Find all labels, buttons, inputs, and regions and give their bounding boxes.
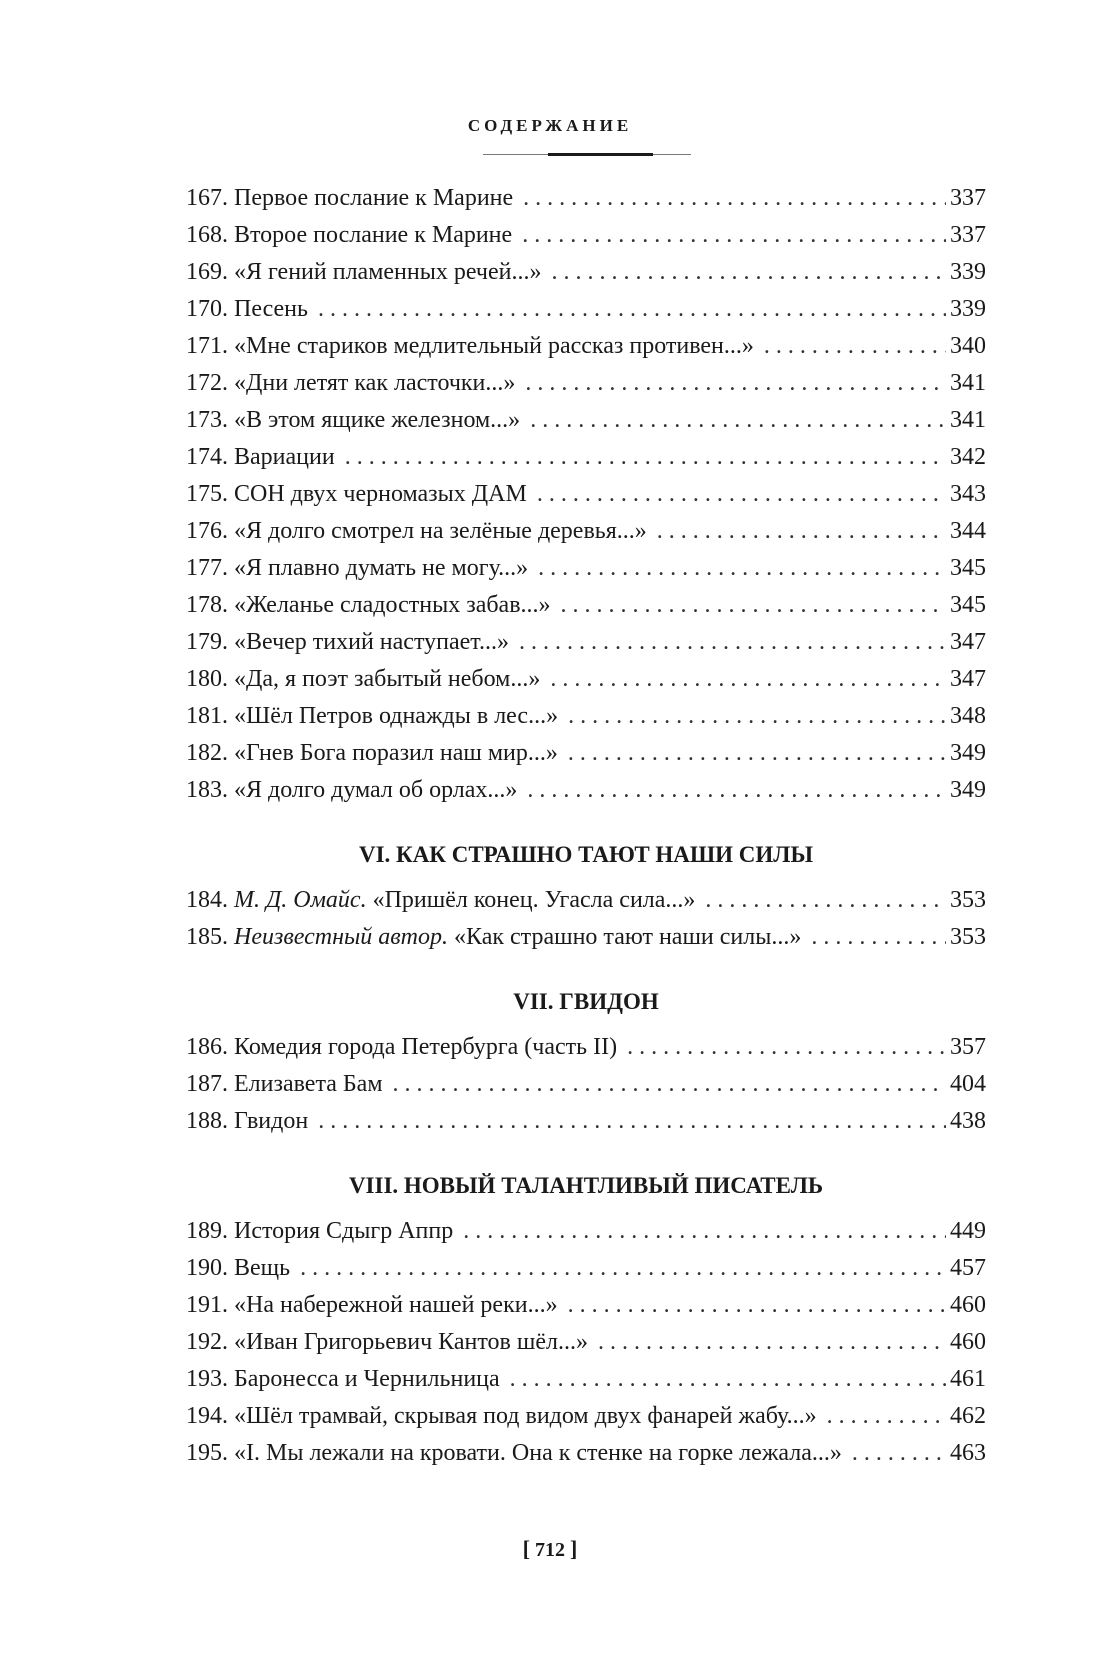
toc-entry-number: 187. [186, 1071, 228, 1097]
toc-entry-number: 170. [186, 296, 228, 322]
toc-dot-leader [527, 777, 946, 804]
toc-entry-page: 353 [950, 887, 986, 913]
toc-entry[interactable] [186, 629, 986, 666]
toc-entry-number: 188. [186, 1108, 228, 1134]
toc-entry-page: 341 [950, 407, 986, 433]
toc-entry-title-group [234, 333, 754, 360]
toc-entry-page: 460 [950, 1329, 986, 1355]
toc-entry[interactable] [186, 259, 986, 296]
toc-entry-page: 457 [950, 1255, 986, 1281]
toc-entry-title: СОН двух черномазых ДАМ [234, 481, 527, 507]
toc-entry-title-group [234, 1071, 383, 1098]
toc-entry-title: «Я долго думал об орлах...» [234, 777, 518, 803]
toc-entry[interactable] [186, 1292, 986, 1329]
toc-entry-title: «Желанье сладостных забав...» [234, 592, 551, 618]
toc-entry[interactable] [186, 1071, 986, 1108]
page-number-bracket-right: ] [570, 1536, 578, 1561]
toc-dot-leader [811, 924, 946, 951]
toc-entry[interactable] [186, 296, 986, 333]
toc-entry-page: 404 [950, 1071, 986, 1097]
toc-entry-title-group [234, 1034, 617, 1061]
toc-entry-title: «I. Мы лежали на кровати. Она к стенке на горке лежала...» [234, 1440, 842, 1466]
toc-entry-number: 183. [186, 777, 228, 803]
toc-entry-number: 178. [186, 592, 228, 618]
toc-entry[interactable] [186, 333, 986, 370]
toc-entry-title-group [234, 592, 551, 619]
toc-entry-title: Вещь [234, 1255, 291, 1281]
toc-entry-page: 341 [950, 370, 986, 396]
toc-entry-number: 194. [186, 1403, 228, 1429]
toc-entry-page: 344 [950, 518, 986, 544]
toc-entry-number: 171. [186, 333, 228, 359]
running-head-rule-accent [548, 153, 653, 156]
toc-entry[interactable] [186, 1366, 986, 1403]
toc-entry-page: 337 [950, 185, 986, 211]
toc-dot-leader [522, 222, 946, 249]
toc-entry-number: 168. [186, 222, 228, 248]
toc-entry-number: 193. [186, 1366, 228, 1392]
toc-entry-title-group [234, 629, 509, 656]
toc-entry[interactable] [186, 1034, 986, 1071]
toc-entry-title: «Мне стариков медлительный рассказ противен...» [234, 333, 754, 359]
toc-entry-title: «Иван Григорьевич Кантов шёл...» [234, 1329, 588, 1355]
toc-entry-title-group [234, 518, 647, 545]
running-head: СОДЕРЖАНИЕ [467, 116, 633, 135]
toc-entry-number: 169. [186, 259, 228, 285]
toc-entry-number: 191. [186, 1292, 228, 1318]
toc-entry-title-group [234, 1108, 308, 1135]
toc-entry-title: «Вечер тихий наступает...» [234, 629, 509, 655]
toc-entry[interactable] [186, 777, 986, 814]
toc-entry-title-group [234, 1292, 558, 1319]
toc-entry-title: «Как страшно тают наши силы...» [454, 924, 802, 950]
toc-entry-page: 438 [950, 1108, 986, 1134]
toc-entry-title: «Я долго смотрел на зелёные деревья...» [234, 518, 647, 544]
toc-entry-author: Неизвестный автор. [234, 924, 448, 950]
toc-entry-number: 192. [186, 1329, 228, 1355]
toc-entry-title: Второе послание к Марине [234, 222, 513, 248]
toc-entry-page: 337 [950, 222, 986, 248]
toc-entry-page: 357 [950, 1034, 986, 1060]
toc-entry[interactable] [186, 1440, 986, 1477]
toc-dot-leader [318, 1108, 946, 1135]
toc-entry-page: 461 [950, 1366, 986, 1392]
toc-entry-title-group [234, 924, 801, 951]
toc-entry-number: 185. [186, 924, 228, 950]
toc-dot-leader [538, 555, 946, 582]
toc-entry-page: 353 [950, 924, 986, 950]
toc-entry-title-group [234, 740, 558, 767]
toc-entry-title-group [234, 1440, 842, 1467]
toc-entry-page: 345 [950, 555, 986, 581]
toc-dot-leader [463, 1218, 946, 1245]
toc-dot-leader [519, 629, 946, 656]
toc-entry-title-group [234, 259, 541, 286]
toc-entry-author: М. Д. Омайс. [234, 887, 367, 913]
toc-entry-title-group [234, 887, 695, 914]
toc-entry-title-group [234, 1403, 817, 1430]
toc-dot-leader [510, 1366, 946, 1393]
toc-entry-title-group [234, 407, 520, 434]
toc-entry-number: 195. [186, 1440, 228, 1466]
toc-entry-title: Комедия города Петербурга (часть II) [234, 1034, 618, 1060]
toc-dot-leader [598, 1329, 946, 1356]
toc-dot-leader [318, 296, 946, 323]
toc-entry-page: 349 [950, 777, 986, 803]
toc-entry-title-group [234, 1218, 453, 1245]
toc-entry[interactable] [186, 481, 986, 518]
toc-dot-leader [568, 1292, 946, 1319]
toc-entry-number: 179. [186, 629, 228, 655]
toc-entry[interactable] [186, 592, 986, 629]
toc-entry-number: 190. [186, 1255, 228, 1281]
toc-entry-title: «Да, я поэт забытый небом...» [234, 666, 541, 692]
toc-entry-number: 184. [186, 887, 228, 913]
toc-dot-leader [300, 1255, 946, 1282]
toc-entry-number: 174. [186, 444, 228, 470]
toc-dot-leader [523, 185, 946, 212]
toc-entry-number: 182. [186, 740, 228, 766]
toc-entry[interactable] [186, 1255, 986, 1292]
toc-entry[interactable] [186, 924, 986, 961]
toc-entry-title: «Шёл Петров однажды в лес...» [234, 703, 559, 729]
toc-dot-leader [627, 1034, 946, 1061]
toc-entry[interactable] [186, 222, 986, 259]
toc-entry-title-group [234, 1329, 588, 1356]
section-heading: VI. КАК СТРАШНО ТАЮТ НАШИ СИЛЫ [358, 842, 814, 867]
toc-entry-title-group [234, 1366, 500, 1393]
toc-entry-page: 349 [950, 740, 986, 766]
toc-entry-title-group [234, 370, 515, 397]
toc-entry-number: 176. [186, 518, 228, 544]
toc-entry-title: История Сдыгр Аппр [234, 1218, 454, 1244]
toc-entry-title-group [234, 666, 540, 693]
toc-entry-page: 342 [950, 444, 986, 470]
toc-entry[interactable] [186, 887, 986, 924]
toc-entry-number: 189. [186, 1218, 228, 1244]
toc-entry-title: Вариации [234, 444, 335, 470]
toc-entry-page: 348 [950, 703, 986, 729]
toc-entry[interactable] [186, 1218, 986, 1255]
toc-dot-leader [657, 518, 946, 545]
toc-entry[interactable] [186, 740, 986, 777]
toc-entry-number: 177. [186, 555, 228, 581]
toc-entry-page: 340 [950, 333, 986, 359]
toc-entry-number: 186. [186, 1034, 228, 1060]
toc-entry-title-group [234, 555, 528, 582]
page-number [0, 1536, 1100, 1562]
toc-entry-title: «На набережной нашей реки...» [234, 1292, 558, 1318]
toc-entry-page: 462 [950, 1403, 986, 1429]
toc-dot-leader [568, 740, 946, 767]
toc-entry-title: Песень [234, 296, 308, 322]
toc-entry-title-group [234, 1255, 290, 1282]
section-heading: VIII. НОВЫЙ ТАЛАНТЛИВЫЙ ПИСАТЕЛЬ [348, 1173, 824, 1198]
toc-entry-title: «Я гений пламенных речей...» [234, 259, 542, 285]
toc-entry-title: «Шёл трамвай, скрывая под видом двух фанарей жабу...» [234, 1403, 817, 1429]
toc-dot-leader [764, 333, 946, 360]
toc-entry-title: Баронесса и Чернильница [234, 1366, 500, 1392]
toc-entry[interactable] [186, 370, 986, 407]
toc-entry-page: 347 [950, 629, 986, 655]
toc-dot-leader [345, 444, 946, 471]
toc-entry-number: 173. [186, 407, 228, 433]
toc-entry-title-group [234, 444, 335, 471]
toc-entry-title: «Я плавно думать не могу...» [234, 555, 529, 581]
toc-entry-title: Гвидон [234, 1108, 309, 1134]
page-number-bracket-left: [ [522, 1536, 530, 1561]
toc-entry-title: «В этом ящике железном...» [234, 407, 521, 433]
toc-entry-title-group [234, 481, 527, 508]
toc-entry[interactable] [186, 666, 986, 703]
toc-entry-page: 339 [950, 296, 986, 322]
toc-entry[interactable] [186, 518, 986, 555]
toc-entry[interactable] [186, 1108, 986, 1145]
toc-entry-title: «Гнев Бога поразил наш мир...» [234, 740, 558, 766]
toc-dot-leader [827, 1403, 946, 1430]
toc-entry[interactable] [186, 703, 986, 740]
toc-entry-title-group [234, 222, 512, 249]
toc-entry-number: 181. [186, 703, 228, 729]
toc-entry-title: Елизавета Бам [234, 1071, 383, 1097]
toc-entry-title: «Пришёл конец. Угасла сила...» [372, 887, 696, 913]
toc-entry-page: 449 [950, 1218, 986, 1244]
toc-dot-leader [852, 1440, 946, 1467]
toc-dot-leader [551, 259, 946, 286]
toc-dot-leader [393, 1071, 946, 1098]
toc-dot-leader [705, 887, 946, 914]
toc-entry-title-group [234, 703, 558, 730]
toc-entry[interactable] [186, 555, 986, 592]
toc-dot-leader [550, 666, 946, 693]
toc-entry-title-group [234, 185, 513, 212]
toc-entry-page: 339 [950, 259, 986, 285]
page-number-value: 712 [535, 1539, 565, 1561]
table-of-contents [186, 185, 986, 1477]
toc-entry-number: 180. [186, 666, 228, 692]
toc-entry-page: 460 [950, 1292, 986, 1318]
toc-dot-leader [568, 703, 946, 730]
section-heading: VII. ГВИДОН [513, 989, 659, 1014]
toc-entry-title: Первое послание к Марине [234, 185, 514, 211]
toc-entry-title: «Дни летят как ласточки...» [234, 370, 516, 396]
toc-dot-leader [525, 370, 946, 397]
toc-entry-page: 343 [950, 481, 986, 507]
toc-entry-title-group [234, 777, 517, 804]
toc-entry-page: 463 [950, 1440, 986, 1466]
toc-entry-page: 345 [950, 592, 986, 618]
toc-entry-title-group [234, 296, 308, 323]
toc-entry-number: 175. [186, 481, 228, 507]
toc-entry[interactable] [186, 1403, 986, 1440]
toc-entry[interactable] [186, 1329, 986, 1366]
toc-entry[interactable] [186, 444, 986, 481]
toc-entry-page: 347 [950, 666, 986, 692]
toc-dot-leader [561, 592, 946, 619]
toc-dot-leader [537, 481, 946, 508]
toc-entry[interactable] [186, 185, 986, 222]
toc-entry[interactable] [186, 407, 986, 444]
toc-entry-number: 167. [186, 185, 228, 211]
toc-entry-number: 172. [186, 370, 228, 396]
toc-dot-leader [530, 407, 946, 434]
